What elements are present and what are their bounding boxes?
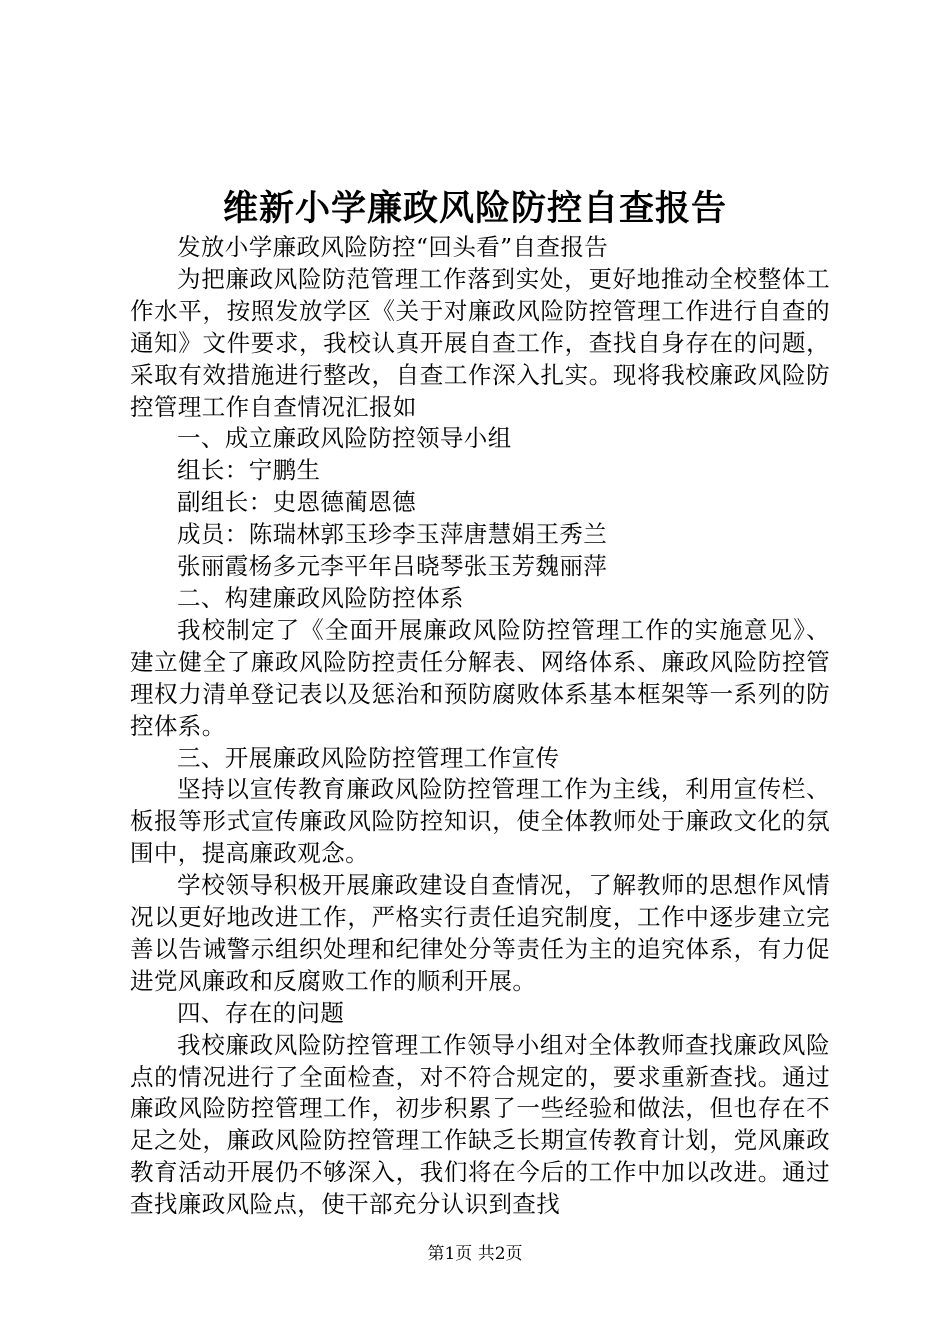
- document-body: [130, 232, 830, 1221]
- publicity-paragraph: 坚持以宣传教育廉政风险防控管理工作为主线，利用宣传栏、板报等形式宣传廉政风险防控知识，使全体教师处于廉政文化的氛围中，提高廉政观念。: [130, 775, 830, 868]
- group-leader-line: 组长：宁鹏生: [177, 456, 321, 485]
- document-title: 维新小学廉政风险防控自查报告: [222, 188, 727, 229]
- page-number-footer: 第1页 共2页: [427, 1244, 523, 1264]
- system-paragraph: 我校制定了《全面开展廉政风险防控管理工作的实施意见》、建立健全了廉政风险防控责任分解表、网络体系、廉政风险防控管理权力清单登记表以及惩治和预防腐败体系基本框架等一系列的防控体系。: [130, 615, 830, 740]
- section-heading-3: 三、开展廉政风险防控管理工作宣传: [177, 743, 560, 772]
- leadership-paragraph: 学校领导积极开展廉政建设自查情况，了解教师的思想作风情况以更好地改进工作，严格实行责任追究制度，工作中逐步建立完善以告诫警示组织处理和纪律处分等责任为主的追究体系，有力促进党风廉政和反腐败工作的顺利开展。: [130, 871, 830, 995]
- intro-paragraph: 为把廉政风险防范管理工作落到实处，更好地推动全校整体工作水平，按照发放学区《关于对廉政风险防控管理工作进行自查的通知》文件要求，我校认真开展自查工作，查找自身存在的问题，采取有效措施进行整改，自查工作深入扎实。现将我校廉政风险防控管理工作自查情况汇报如: [130, 264, 830, 421]
- deputy-leader-line: 副组长：史恩德蔺恩德: [177, 488, 416, 517]
- report-subtitle: 发放小学廉政风险防控“回头看”自查报告: [177, 233, 609, 261]
- section-heading-4: 四、存在的问题: [177, 998, 345, 1027]
- section-heading-1: 一、成立廉政风险防控领导小组: [177, 424, 512, 453]
- section-heading-2: 二、构建廉政风险防控体系: [177, 583, 464, 612]
- members-line: 成员：陈瑞林郭玉珍李玉萍唐慧娟王秀兰: [177, 520, 608, 549]
- issues-paragraph: 我校廉政风险防控管理工作领导小组对全体教师查找廉政风险点的情况进行了全面检查，对不符合规定的，要求重新查找。通过廉政风险防控管理工作，初步积累了一些经验和做法，但也存在不足之处，廉政风险防控管理工作缺乏长期宣传教育计划，党风廉政教育活动开展仍不够深入，我们将在今后的工作中加以改进。通过查找廉政风险点，使干部充分认识到查找: [130, 1030, 830, 1219]
- members-line-continued: 张丽霞杨多元李平年吕晓琴张玉芳魏丽萍: [177, 552, 608, 581]
